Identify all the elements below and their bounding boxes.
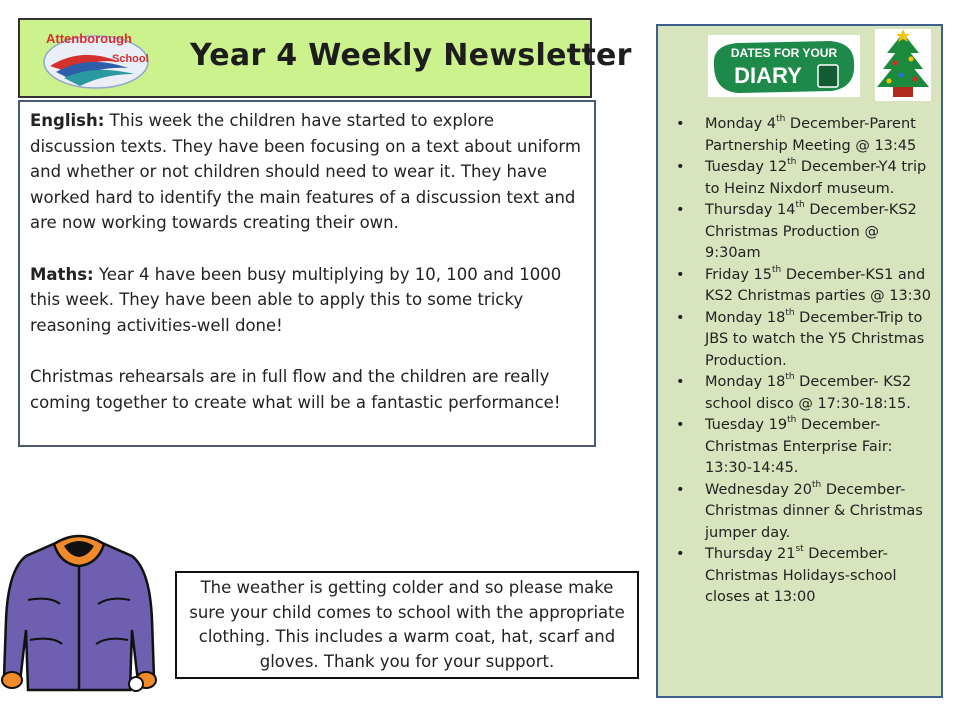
list-item: • Monday 4th December-Parent Partnership Meeting @ 13:45 [676,114,917,154]
logo-text-line1: Attenborough [46,31,132,46]
list-item: • Thursday 14th December-KS2 Christmas Production @ 9:30am [676,200,917,261]
bullet-icon: • [676,116,685,132]
bullet-icon: • [676,266,685,283]
list-item: • Thursday 21st December-Christmas Holidays-school closes at 13:00 [676,544,897,605]
bullet-icon: • [676,481,685,498]
diary-banner-line1: DATES FOR YOUR [730,46,838,60]
english-label: English: [30,111,105,130]
bullet-icon: • [676,417,685,433]
list-item: • Monday 18th December-Trip to JBS to watch the Y5 Christmas Production. [676,307,925,369]
bullet-icon: • [676,374,685,390]
dates-list [672,114,934,609]
diary-banner-line2: DIARY [734,63,802,88]
list-item: • Monday 18th December- KS2 school disco @ 17:30-18:15. [676,372,912,412]
bullet-icon: • [676,202,685,218]
logo-text-line2: School [112,53,149,65]
list-item: • Tuesday 12th December-Y4 trip to Heinz Nixdorf museum. [676,157,927,197]
newsletter-header [18,18,632,98]
bullet-icon: • [676,309,685,326]
list-item: • Wednesday 20th December-Christmas dinner & Christmas jumper day. [676,479,923,541]
list-item: • Tuesday 19th December-Christmas Enterprise Fair: 13:30-14:45. [676,415,893,476]
christmas-paragraph: Christmas rehearsals are in full flow and the children are really coming together to create what will be a fantastic performance! [30,367,561,412]
weather-notice-box: The weather is getting colder and so please make sure your child comes to school with the appropriate clothing. This includes a warm coat, hat, scarf and gloves. Thank you for your support. [175,571,639,679]
maths-text: Year 4 have been busy multiplying by 10, 100 and 1000 this week. They have been able to apply this to some tricky reasoning activities-well done! [30,264,562,335]
maths-paragraph [30,262,584,339]
english-text: This week the children have started to explore discussion texts. They have been focusing on a text about uniform and whether or not children should need to wear it. They have worked hard to identify the main features of a discussion text and are now working towards creating their own. [30,111,581,232]
maths-label: Maths: [30,264,94,284]
page-title: Year 4 Weekly Newsletter [190,38,632,73]
main-content-box [18,100,596,447]
christmas-tree-icon [875,29,931,101]
english-paragraph [30,108,584,236]
school-logo-icon [42,28,154,90]
dates-sidebar [656,24,943,698]
bullet-icon: • [676,546,685,562]
bullet-icon: • [676,159,685,175]
list-item: • Friday 15th December-KS1 and KS2 Christmas parties @ 13:30 [676,264,932,304]
winter-jacket-icon [0,530,158,698]
dates-for-your-diary-banner [708,35,860,97]
